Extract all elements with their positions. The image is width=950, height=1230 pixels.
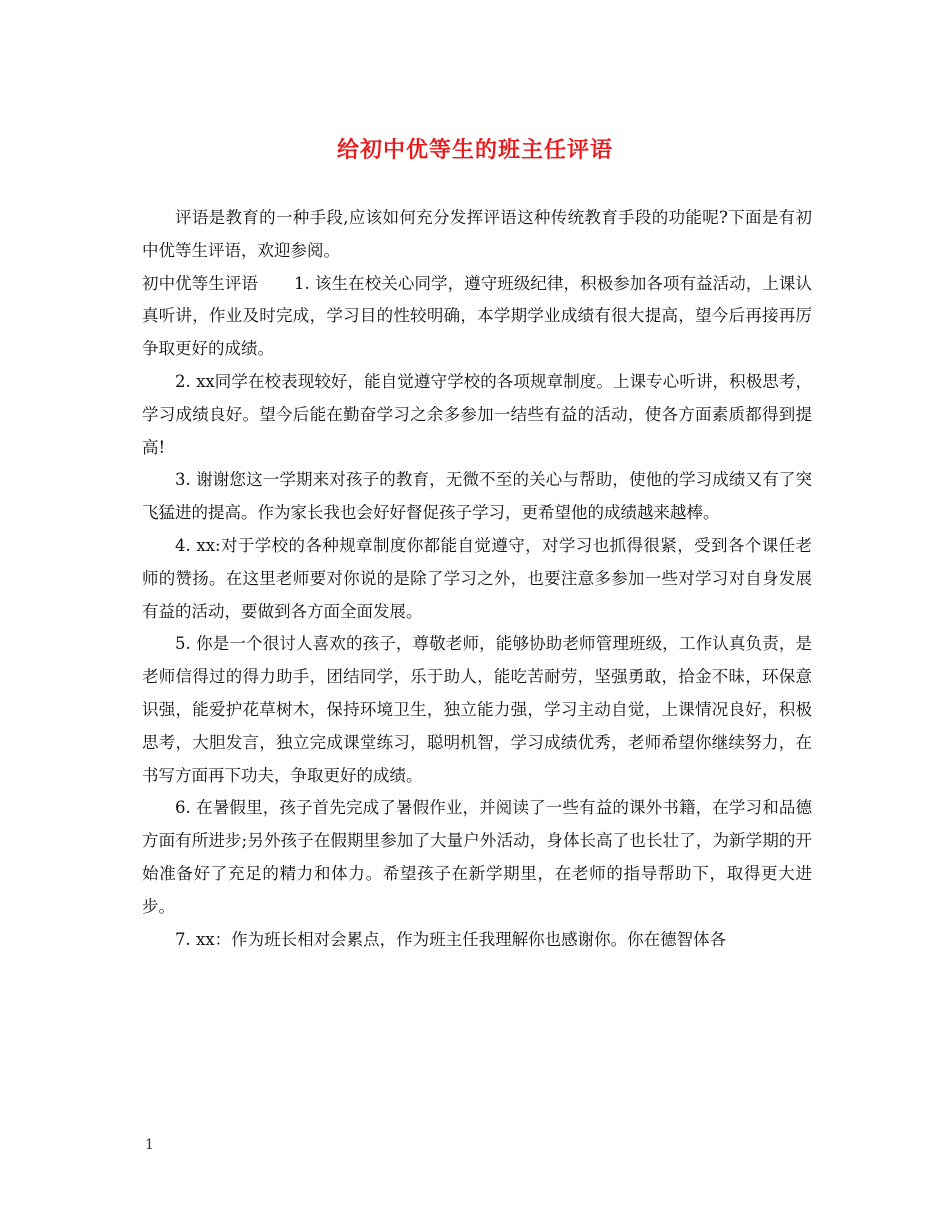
- item-6-paragraph: 6. 在暑假里，孩子首先完成了暑假作业，并阅读了一些有益的课外书籍，在学习和品德方面有所进步;另外孩子在假期里参加了大量户外活动，身体长高了也长壮了，为新学期的开始准备好了充足的精力和体力。希望孩子在新学期里，在老师的指导帮助下，取得更大进步。: [142, 798, 812, 916]
- item-1-paragraph: [142, 268, 812, 366]
- document-body: [142, 202, 812, 956]
- item-2-paragraph: 2. xx同学在校表现较好，能自觉遵守学校的各项规章制度。上课专心听讲，积极思考，学习成绩良好。望今后能在勤奋学习之余多参加一结些有益的活动，使各方面素质都得到提高!: [142, 371, 812, 457]
- page-number: 1: [145, 1137, 154, 1153]
- item-5-paragraph: 5. 你是一个很讨人喜欢的孩子，尊敬老师，能够协助老师管理班级，工作认真负责，是老师信得过的得力助手，团结同学，乐于助人，能吃苦耐劳，坚强勇敢，拾金不昧，环保意识强，能爱护花草树木，保持环境卫生，独立能力强，学习主动自觉，上课情况良好，积极思考，大胆发言，独立完成课堂练习，聪明机智，学习成绩优秀，老师希望你继续努力，在书写方面再下功夫，争取更好的成绩。: [142, 634, 812, 785]
- section-label: 初中优等生评语: [142, 273, 258, 293]
- item-4-paragraph: 4. xx:对于学校的各种规章制度你都能自觉遵守，对学习也抓得很紧，受到各个课任老师的赞扬。在这里老师要对你说的是除了学习之外，也要注意多参加一些对学习对自身发展有益的活动，要做到各方面全面发展。: [142, 535, 812, 621]
- document-title: 给初中优等生的班主任评语: [336, 137, 613, 163]
- item-3-paragraph: 3. 谢谢您这一学期来对孩子的教育，无微不至的关心与帮助，使他的学习成绩又有了突飞猛进的提高。作为家长我也会好好督促孩子学习，更希望他的成绩越来越棒。: [142, 470, 812, 523]
- item-1-text: 1. 该生在校关心同学，遵守班级纪律，积极参加各项有益活动，上课认真听讲，作业及时完成，学习目的性较明确，本学期学业成绩有很大提高，望今后再接再厉争取更好的成绩。: [142, 273, 812, 359]
- intro-paragraph: 评语是教育的一种手段,应该如何充分发挥评语这种传统教育手段的功能呢?下面是有初中优等生评语，欢迎参阅。: [142, 208, 812, 260]
- item-7-paragraph: 7. xx：作为班长相对会累点，作为班主任我理解你也感谢你。你在德智体各: [175, 929, 727, 949]
